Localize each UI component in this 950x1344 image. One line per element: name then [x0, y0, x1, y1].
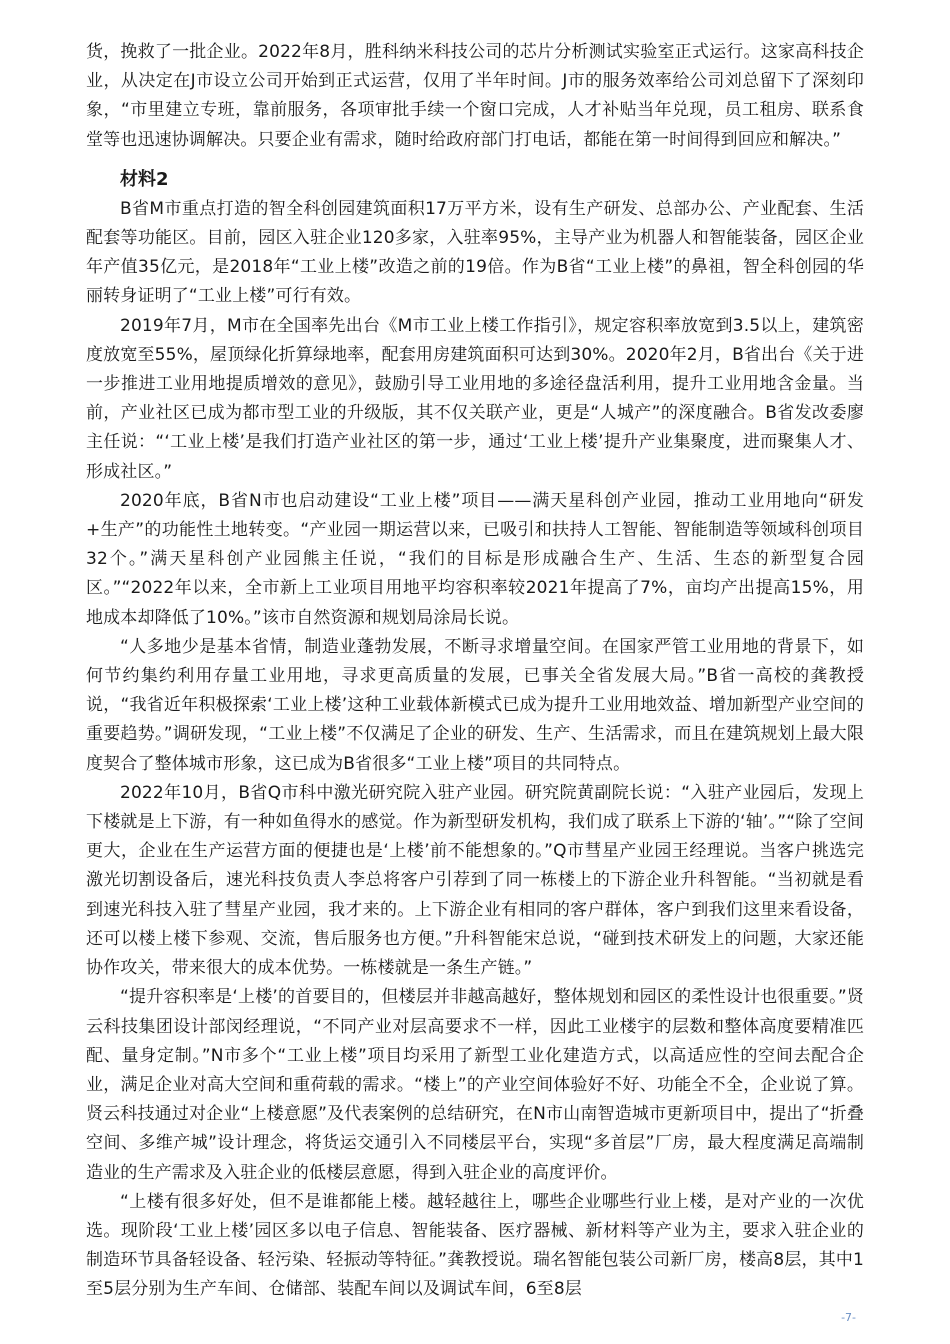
body-paragraph-4: “人多地少是基本省情，制造业蓬勃发展，不断寻求增量空间。在国家严管工业用地的背景下，如何节约集约利用存量工业用地，寻求更高质量的发展，已事关全省发展大局。”B省一高校的龚教授说，“我省近年积极探索‘工业上楼’这种工业载体新模式已成为提升工业用地效益、增加新型产业空间的重要趋势。”调研发现，“工业上楼”不仅满足了企业的研发、生产、生活需求，而且在建筑规划上最大限度契合了整体城市形象，这已成为B省很多“工业上楼”项目的共同特点。: [86, 636, 864, 774]
section-heading: 材料2: [120, 168, 169, 190]
body-paragraph-6: “提升容积率是‘上楼’的首要目的，但楼层并非越高越好，整体规划和园区的柔性设计也很重要。”贤云科技集团设计部闵经理说，“不同产业对层高要求不一样，因此工业楼宇的层数和整体高度要精准匹配、量身定制。”N市多个“工业上楼”项目均采用了新型工业化建造方式，以高适应性的空间去配合企业，满足企业对高大空间和重荷载的需求。“楼上”的产业空间体验好不好、功能全不全，企业说了算。贤云科技通过对企业“上楼意愿”及代表案例的总结研究，在N市山南智造城市更新项目中，提出了“折叠空间、多维产城”设计理念，将货运交通引入不同楼层平台，实现“多首层”厂房，最大程度满足高端制造业的生产需求及入驻企业的低楼层意愿，得到入驻企业的高度评价。: [86, 987, 864, 1183]
body-paragraph-3: 2020年底，B省N市也启动建设“工业上楼”项目——满天星科创产业园，推动工业用地向“研发+生产”的功能性土地转变。“产业园一期运营以来，已吸引和扶持人工智能、智能制造等领域科创项目32个。”满天星科创产业园熊主任说，“我们的目标是形成融合生产、生活、生态的新型复合园区。”“2022年以来，全市新上工业项目用地平均容积率较2021年提高了7%，亩均产出提高15%，用地成本却降低了10%。”该市自然资源和规划局涂局长说。: [86, 490, 864, 628]
body-paragraph-5: 2022年10月，B省Q市科中激光研究院入驻产业园。研究院黄副院长说：“入驻产业园后，发现上下楼就是上下游，有一种如鱼得水的感觉。作为新型研发机构，我们成了联系上下游的‘轴’。”“除了空间更大，企业在生产运营方面的便捷也是‘上楼’前不能想象的。”Q市彗星产业园王经理说。当客户挑选完激光切割设备后，速光科技负责人李总将客户引荐到了同一栋楼上的下游企业升科智能。“当初就是看到速光科技入驻了彗星产业园，我才来的。上下游企业有相同的客户群体，客户到我们这里来看设备，还可以楼上楼下参观、交流，售后服务也方便。”升科智能宋总说，“碰到技术研发上的问题，大家还能协作攻关，带来很大的成本优势。一栋楼就是一条生产链。”: [86, 782, 864, 979]
body-paragraph-2: 2019年7月，M市在全国率先出台《M市工业上楼工作指引》，规定容积率放宽到3.5以上，建筑密度放宽至55%，屋顶绿化折算绿地率，配套用房建筑面积可达到30%。2020年2月，B省出台《关于进一步推进工业用地提质增效的意见》，鼓励引导工业用地的多途径盘活利用，提升工业用地含金量。当前，产业社区已成为都市型工业的升级版，其不仅关联产业，更是“人城产”的深度融合。B省发改委廖主任说：“‘工业上楼’是我们打造产业社区的第一步，通过‘工业上楼’提升产业集聚度，进而聚集人才、形成社区。”: [86, 315, 864, 482]
body-paragraph-1: B省M市重点打造的智全科创园建筑面积17万平方米，设有生产研发、总部办公、产业配套、生活配套等功能区。目前，园区入驻企业120多家，入驻率95%，主导产业为机器人和智能装备，园区企业年产值35亿元，是2018年“工业上楼”改造之前的19倍。作为B省“工业上楼”的鼻祖，智全科创园的华丽转身证明了“工业上楼”可行有效。: [86, 198, 864, 307]
intro-paragraph: 货，挽救了一批企业。2022年8月，胜科纳米科技公司的芯片分析测试实验室正式运行。这家高科技企业，从决定在J市设立公司开始到正式运营，仅用了半年时间。J市的服务效率给公司刘总留下了深刻印象，“市里建立专班，靠前服务，各项审批手续一个窗口完成，人才补贴当年兑现，员工租房、联系食堂等也迅速协调解决。只要企业有需求，随时给政府部门打电话，都能在第一时间得到回应和解决。”: [86, 42, 864, 150]
body-paragraph-7: “上楼有很多好处，但不是谁都能上楼。越轻越往上，哪些企业哪些行业上楼，是对产业的一次优选。现阶段‘工业上楼’园区多以电子信息、智能装备、医疗器械、新材料等产业为主，要求入驻企业的制造环节具备轻设备、轻污染、轻振动等特征。”龚教授说。瑞名智能包装公司新厂房，楼高8层，其中1至5层分别为生产车间、仓储部、装配车间以及调试车间，6至8层: [86, 1191, 864, 1300]
page-number: -7-: [841, 1311, 856, 1324]
